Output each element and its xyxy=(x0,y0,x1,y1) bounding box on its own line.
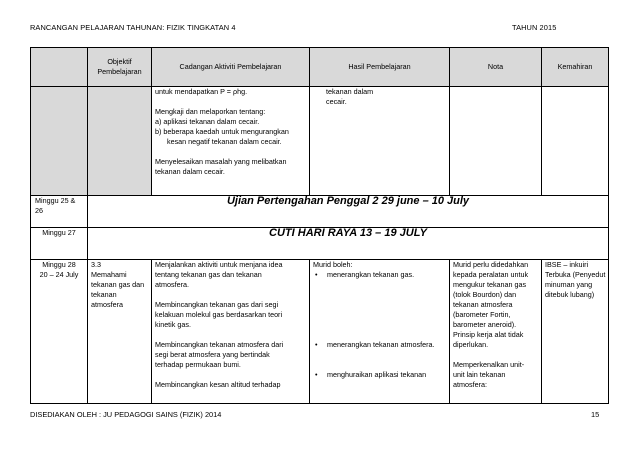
kemahiran-line: ditebuk lubang) xyxy=(545,290,595,299)
cadangan-line: Membincangkan kesan altitud terhadap xyxy=(155,380,281,389)
col-cadangan-header: Cadangan Aktiviti Pembelajaran xyxy=(152,48,310,87)
ujian-event-label: Ujian Pertengahan Penggal 2 29 june – 10 July xyxy=(88,196,609,228)
nota-line: unit lain tekanan xyxy=(453,370,506,379)
bullet-dot-icon: • xyxy=(315,340,318,349)
cadangan-line: atmosfera. xyxy=(155,280,189,289)
objektif-cell xyxy=(88,260,152,404)
nota-line: mengukur tekanan gas xyxy=(453,280,527,289)
hasil-bullet-text: menerangkan tekanan atmosfera. xyxy=(327,340,435,349)
col-objektif-line-1: Objektif xyxy=(107,57,132,66)
objektif-cell xyxy=(88,87,152,196)
col-objektif-line-2: Pembelajaran xyxy=(97,67,142,76)
hasil-intro: Murid boleh: xyxy=(313,260,353,269)
table-row-cuti xyxy=(31,228,609,260)
col-hasil-header: Hasil Pembelajaran xyxy=(310,48,450,87)
minggu-cell xyxy=(31,260,88,404)
col-minggu-header xyxy=(31,48,88,87)
objektif-line: tekanan gas dan xyxy=(91,280,145,289)
hasil-bullet xyxy=(313,340,446,350)
objektif-line: atmosfera xyxy=(91,300,123,309)
hasil-bullet-text: menerangkan tekanan gas. xyxy=(327,270,415,279)
minggu-dates: 20 – 24 July xyxy=(39,270,79,279)
minggu-label: Minggu 28 xyxy=(42,260,76,269)
col-kemahiran-header: Kemahiran xyxy=(542,48,609,87)
kemahiran-line: minuman yang xyxy=(545,280,593,289)
lesson-plan-table xyxy=(30,47,609,404)
nota-line: tekanan atmosfera xyxy=(453,300,513,309)
table-row-ujian xyxy=(31,196,609,228)
cadangan-line: untuk mendapatkan P = ρhg. xyxy=(155,87,248,96)
cadangan-line: segi berat atmosfera yang bertindak xyxy=(155,350,270,359)
cadangan-line: Membincangkan tekanan gas dari segi xyxy=(155,300,279,309)
nota-line: Prinsip kerja alat tidak xyxy=(453,330,524,339)
kemahiran-line: IBSE – inkuiri xyxy=(545,260,589,269)
cadangan-cell xyxy=(152,260,310,404)
document-title: RANCANGAN PELAJARAN TAHUNAN: FIZIK TINGKATAN 4 xyxy=(30,23,236,32)
cadangan-line: tentang tekanan gas dan tekanan xyxy=(155,270,262,279)
kemahiran-cell xyxy=(542,87,609,196)
hasil-line: cecair. xyxy=(326,97,347,106)
hasil-cell xyxy=(310,260,450,404)
nota-line: atmosfera: xyxy=(453,380,487,389)
minggu-cell: Minggu 25 & 26 xyxy=(31,196,88,228)
nota-line: Murid perlu didedahkan xyxy=(453,260,529,269)
table-row-continued xyxy=(31,87,609,196)
kemahiran-line: Terbuka (Penyedut xyxy=(545,270,606,279)
objektif-line: 3.3 xyxy=(91,260,101,269)
bullet-dot-icon: • xyxy=(315,370,318,379)
minggu-cell xyxy=(31,87,88,196)
col-nota-header: Nota xyxy=(450,48,542,87)
nota-line: Memperkenalkan unit- xyxy=(453,360,525,369)
minggu-cell: Minggu 27 xyxy=(31,228,88,260)
document-year: TAHUN 2015 xyxy=(512,23,557,32)
cuti-event-label: CUTI HARI RAYA 13 – 19 JULY xyxy=(88,228,609,260)
cadangan-line: kesan negatif tekanan dalam cecair. xyxy=(167,137,282,146)
col-objektif-header xyxy=(88,48,152,87)
kemahiran-cell xyxy=(542,260,609,404)
cadangan-line: Menjalankan aktiviti untuk menjana idea xyxy=(155,260,283,269)
cadangan-line: kinetik gas. xyxy=(155,320,191,329)
objektif-line: tekanan xyxy=(91,290,117,299)
nota-line: (tolok Bourdon) dan xyxy=(453,290,517,299)
table-row-minggu-28 xyxy=(31,260,609,404)
cadangan-line: kelakuan molekul gas berdasarkan teori xyxy=(155,310,283,319)
nota-line: (barometer Fortin, xyxy=(453,310,511,319)
nota-cell xyxy=(450,87,542,196)
footer-prepared-by: DISEDIAKAN OLEH : JU PEDAGOGI SAINS (FIZIK) 2014 xyxy=(30,410,222,419)
nota-line: barometer aneroid). xyxy=(453,320,517,329)
page-number: 15 xyxy=(591,410,600,419)
bullet-dot-icon: • xyxy=(315,270,318,279)
cadangan-cell xyxy=(152,87,310,196)
hasil-bullet xyxy=(313,370,446,380)
hasil-bullet-text: menghuraikan aplikasi tekanan xyxy=(327,370,427,379)
nota-line: kepada peralatan untuk xyxy=(453,270,529,279)
cadangan-line: terhadap permukaan bumi. xyxy=(155,360,241,369)
cadangan-line: Mengkaji dan melaporkan tentang: xyxy=(155,107,266,116)
nota-cell xyxy=(450,260,542,404)
cadangan-line: Menyelesaikan masalah yang melibatkan xyxy=(155,157,287,166)
hasil-cell xyxy=(310,87,450,196)
cadangan-line: b) beberapa kaedah untuk mengurangkan xyxy=(155,127,289,136)
cadangan-line: a) aplikasi tekanan dalam cecair. xyxy=(155,117,260,126)
hasil-bullet xyxy=(313,270,446,280)
table-header-row xyxy=(31,48,609,87)
hasil-line: tekanan dalam xyxy=(326,87,374,96)
cadangan-line: tekanan dalam cecair. xyxy=(155,167,225,176)
nota-line: diperlukan. xyxy=(453,340,489,349)
cadangan-line: Membincangkan tekanan atmosfera dari xyxy=(155,340,284,349)
objektif-line: Memahami xyxy=(91,270,127,279)
